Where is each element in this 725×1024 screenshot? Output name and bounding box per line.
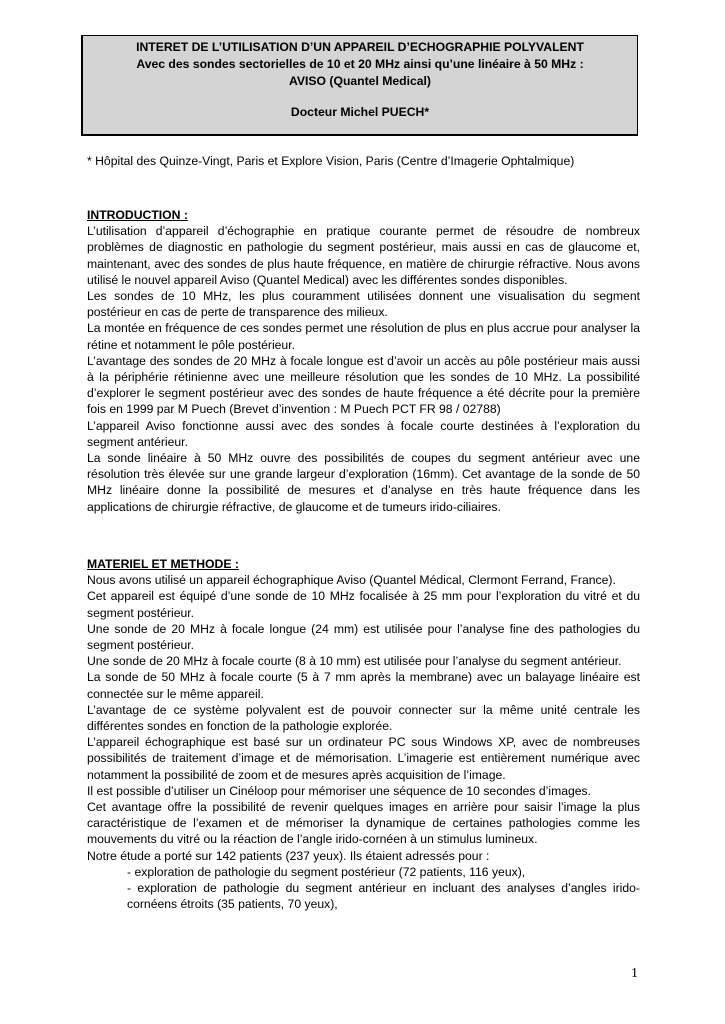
methods-section [87,556,640,912]
title-box [81,35,638,136]
paragraph: Notre étude a porté sur 142 patients (237 yeux). Ils étaient adressés pour : [87,848,490,863]
paragraph: L’appareil échographique est basé sur un ordinateur PC sous Windows XP, avec de nombreuses possibilités de traitement d’image et de mémorisation. L’imagerie est entièrement numérique avec notamment la possibilité de zoom et de mesures après acquisition de l’image. [87,735,640,782]
title-line-3: AVISO (Quantel Medical) [289,74,431,88]
list-item: - exploration de pathologie du segment antérieur en incluant des analyses d’angles irido-cornéens étroits (35 patients, 70 yeux), [127,881,640,912]
paragraph: La sonde de 50 MHz à focale courte (5 à 7 mm après la membrane) avec un balayage linéaire est connectée sur le même appareil. [87,670,640,701]
paragraph: L’appareil Aviso fonctionne aussi avec des sondes à focale courte destinées à l’exploration du segment antérieur. [87,418,640,449]
paragraph: Cet avantage offre la possibilité de revenir quelques images en arrière pour saisir l’image la plus caractéristique de l’examen et de mémoriser la dynamique de certaines pathologies comme les mouvements du vitré ou la réaction de l’angle irido-cornéen à un stimulus lumineux. [87,800,640,847]
paragraph: Nous avons utilisé un appareil échographique Aviso (Quantel Médical, Clermont Ferrand, France). [87,573,616,588]
introduction-heading: INTRODUCTION : [87,208,188,222]
paragraph: Il est possible d’utiliser un Cinéloop pour mémoriser une séquence de 10 secondes d’images. [87,783,592,798]
title-line-2: Avec des sondes sectorielles de 10 et 20 MHz ainsi qu’une linéaire à 50 MHz : [136,57,584,71]
list-item: - exploration de pathologie du segment postérieur (72 patients, 116 yeux), [127,864,526,879]
author: Docteur Michel PUECH* [290,105,430,119]
paragraph: L’utilisation d’appareil d’échographie en pratique courante permet de résoudre de nombreux problèmes de diagnostic en pathologie du segment postérieur, mais aussi en cas de glaucome et, maintenant, avec des sondes de plus haute fréquence, en matière de chirurgie réfractive. Nous avons utilisé le nouvel appareil Aviso (Quantel Medical) avec les différentes sondes disponibles. [87,224,640,287]
paragraph: L’avantage de ce système polyvalent est de pouvoir connecter sur la même unité centrale les différentes sondes en fonction de la pathologie explorée. [87,702,640,734]
methods-heading: MATERIEL ET METHODE : [87,557,239,571]
affiliation: * Hôpital des Quinze-Vingt, Paris et Explore Vision, Paris (Centre d’Imagerie Ophtalmique) [87,154,575,168]
paragraph: La sonde linéaire à 50 MHz ouvre des possibilités de coupes du segment antérieur avec une résolution très élevée sur une grande largeur d’exploration (16mm). Cet avantage de la sonde de 50 MHz linéaire donne la possibilité de mesures et d’analyse en très haute fréquence dans les applications de chirurgie réfractive, de glaucome et de tumeurs irido-ciliaires. [87,451,640,514]
paragraph: Une sonde de 20 MHz à focale longue (24 mm) est utilisée pour l’analyse fine des pathologies du segment postérieur. [87,621,640,653]
paragraph: Une sonde de 20 MHz à focale courte (8 à 10 mm) est utilisée pour l’analyse du segment antérieur. [87,654,622,669]
paragraph: La montée en fréquence de ces sondes permet une résolution de plus en plus accrue pour analyser la rétine et notamment le pôle postérieur. [87,321,640,352]
title-line-1: INTERET DE L’UTILISATION D’UN APPAREIL D’ECHOGRAPHIE POLYVALENT [136,40,584,54]
paragraph: L’avantage des sondes de 20 MHz à focale longue est d’avoir un accès au pôle postérieur mais aussi à la périphérie rétinienne avec une meilleure résolution que les sondes de 10 MHz. La possibilité d’explorer le segment postérieur avec des sondes de haute fréquence a été décrite pour la première fois en 1999 par M Puech (Brevet d’invention : M Puech PCT FR 98 / 02788) [87,353,640,417]
paragraph: Cet appareil est équipé d’une sonde de 10 MHz focalisée à 25 mm pour l’exploration du vitré et du segment postérieur. [87,589,640,620]
paragraph: Les sondes de 10 MHz, les plus couramment utilisées donnent une visualisation du segment postérieur en cas de perte de transparence des milieux. [87,289,640,320]
introduction-section [87,207,640,515]
page-number: 1 [631,966,638,981]
